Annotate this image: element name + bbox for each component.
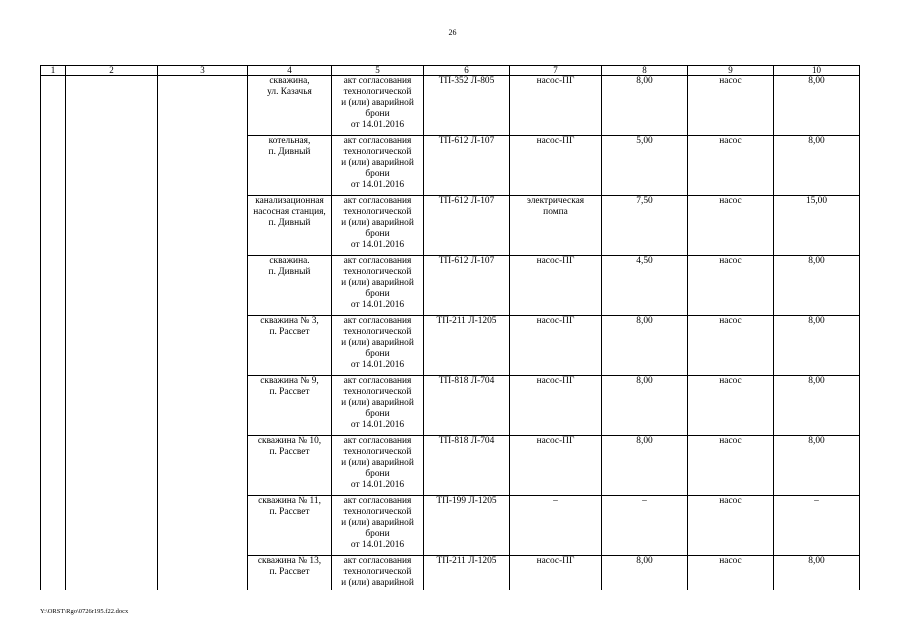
header-cell: 3 <box>158 66 248 76</box>
empty-cell <box>66 376 158 436</box>
cell-col-9: насос <box>688 136 774 196</box>
empty-cell <box>41 436 66 496</box>
cell-col-10: 15,00 <box>774 196 860 256</box>
header-cell: 10 <box>774 66 860 76</box>
cell-col-6: ТП-211 Л-1205 <box>424 556 510 590</box>
empty-cell <box>41 316 66 376</box>
cell-col-7: насос-ПГ <box>510 256 602 316</box>
empty-cell <box>66 196 158 256</box>
empty-cell <box>158 76 248 136</box>
cell-col-4: скважина № 10, п. Рассвет <box>248 436 332 496</box>
cell-col-5: акт согласования технологической и (или) аварийной брони от 14.01.2016 <box>332 256 424 316</box>
table-row <box>41 136 860 196</box>
header-cell: 8 <box>602 66 688 76</box>
cell-col-4: скважина, ул. Казачья <box>248 76 332 136</box>
cell-col-6: ТП-211 Л-1205 <box>424 316 510 376</box>
empty-cell <box>66 556 158 590</box>
empty-cell <box>158 556 248 590</box>
header-cell: 7 <box>510 66 602 76</box>
empty-cell <box>66 496 158 556</box>
cell-col-7: насос-ПГ <box>510 436 602 496</box>
cell-col-5: акт согласования технологической и (или) аварийной брони от 14.01.2016 <box>332 316 424 376</box>
header-cell: 9 <box>688 66 774 76</box>
cell-col-9: насос <box>688 256 774 316</box>
cell-col-6: ТП-612 Л-107 <box>424 136 510 196</box>
table-row <box>41 436 860 496</box>
cell-col-5: акт согласования технологической и (или) аварийной брони от 14.01.2016 <box>332 196 424 256</box>
empty-cell <box>158 496 248 556</box>
table-row <box>41 76 860 136</box>
empty-cell <box>66 436 158 496</box>
footer-file-path: Y:\ORST\Rgo\0726r195.f22.docx <box>40 608 129 615</box>
empty-cell <box>66 316 158 376</box>
empty-cell <box>41 556 66 590</box>
cell-col-10: 8,00 <box>774 136 860 196</box>
empty-cell <box>41 496 66 556</box>
cell-col-5: акт согласования технологической и (или) аварийной брони от 14.01.2016 <box>332 496 424 556</box>
table-header-row <box>41 66 860 76</box>
cell-col-6: ТП-612 Л-107 <box>424 256 510 316</box>
page-number: 26 <box>448 28 457 37</box>
document-table <box>40 65 860 590</box>
empty-cell <box>158 436 248 496</box>
cell-col-9: насос <box>688 496 774 556</box>
header-cell: 1 <box>41 66 66 76</box>
cell-col-8: 8,00 <box>602 556 688 590</box>
empty-cell <box>158 256 248 316</box>
cell-col-9: насос <box>688 316 774 376</box>
cell-col-7: насос-ПГ <box>510 76 602 136</box>
table-row <box>41 556 860 590</box>
cell-col-5: акт согласования технологической и (или) аварийной брони от 14.01.2016 <box>332 376 424 436</box>
cell-col-4: скважина № 11, п. Рассвет <box>248 496 332 556</box>
cell-col-8: 8,00 <box>602 316 688 376</box>
cell-col-5: акт согласования технологической и (или) аварийной брони от 14.01.2016 <box>332 436 424 496</box>
cell-col-10: 8,00 <box>774 376 860 436</box>
cell-col-8: 5,00 <box>602 136 688 196</box>
cell-col-10: 8,00 <box>774 316 860 376</box>
cell-col-10: 8,00 <box>774 256 860 316</box>
table-row <box>41 196 860 256</box>
cell-col-7: – <box>510 496 602 556</box>
cell-col-9: насос <box>688 436 774 496</box>
cell-col-5: акт согласования технологической и (или) аварийной <box>332 556 424 590</box>
cell-col-7: насос-ПГ <box>510 556 602 590</box>
table-row <box>41 496 860 556</box>
cell-col-10: – <box>774 496 860 556</box>
cell-col-8: 7,50 <box>602 196 688 256</box>
header-cell: 4 <box>248 66 332 76</box>
empty-cell <box>158 316 248 376</box>
cell-col-8: 8,00 <box>602 376 688 436</box>
empty-cell <box>66 256 158 316</box>
empty-cell <box>41 256 66 316</box>
header-cell: 5 <box>332 66 424 76</box>
header-cell: 6 <box>424 66 510 76</box>
empty-cell <box>41 136 66 196</box>
cell-col-8: 8,00 <box>602 76 688 136</box>
cell-col-9: насос <box>688 76 774 136</box>
cell-col-5: акт согласования технологической и (или) аварийной брони от 14.01.2016 <box>332 136 424 196</box>
cell-col-10: 8,00 <box>774 436 860 496</box>
cell-col-9: насос <box>688 376 774 436</box>
cell-col-5: акт согласования технологической и (или) аварийной брони от 14.01.2016 <box>332 76 424 136</box>
cell-col-8: 4,50 <box>602 256 688 316</box>
empty-cell <box>66 136 158 196</box>
cell-col-8: 8,00 <box>602 436 688 496</box>
header-cell: 2 <box>66 66 158 76</box>
empty-cell <box>41 376 66 436</box>
cell-col-6: ТП-199 Л-1205 <box>424 496 510 556</box>
cell-col-4: скважина № 9, п. Рассвет <box>248 376 332 436</box>
cell-col-4: скважина. п. Дивный <box>248 256 332 316</box>
cell-col-6: ТП-818 Л-704 <box>424 436 510 496</box>
table-row <box>41 376 860 436</box>
cell-col-6: ТП-612 Л-107 <box>424 196 510 256</box>
cell-col-9: насос <box>688 556 774 590</box>
cell-col-7: насос-ПГ <box>510 316 602 376</box>
cell-col-4: канализационная насосная станция, п. Дивный <box>248 196 332 256</box>
cell-col-6: ТП-818 Л-704 <box>424 376 510 436</box>
cell-col-7: электрическая помпа <box>510 196 602 256</box>
empty-cell <box>41 76 66 136</box>
cell-col-8: – <box>602 496 688 556</box>
cell-col-7: насос-ПГ <box>510 136 602 196</box>
cell-col-10: 8,00 <box>774 556 860 590</box>
empty-cell <box>158 376 248 436</box>
cell-col-4: скважина № 13, п. Рассвет <box>248 556 332 590</box>
cell-col-7: насос-ПГ <box>510 376 602 436</box>
empty-cell <box>41 196 66 256</box>
cell-col-6: ТП-352 Л-805 <box>424 76 510 136</box>
cell-col-4: скважина № 3, п. Рассвет <box>248 316 332 376</box>
empty-cell <box>158 196 248 256</box>
empty-cell <box>66 76 158 136</box>
cell-col-4: котельная, п. Дивный <box>248 136 332 196</box>
cell-col-9: насос <box>688 196 774 256</box>
table-row <box>41 256 860 316</box>
cell-col-10: 8,00 <box>774 76 860 136</box>
empty-cell <box>158 136 248 196</box>
table-row <box>41 316 860 376</box>
